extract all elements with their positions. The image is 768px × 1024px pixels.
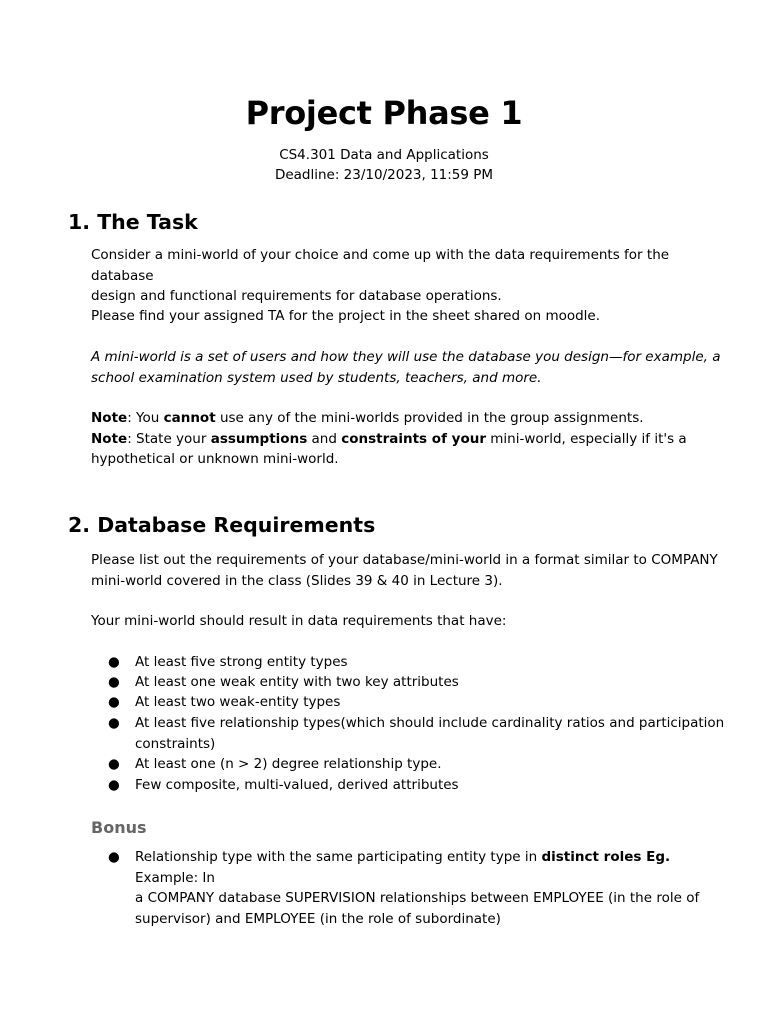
text-line: constraints)	[135, 735, 216, 752]
task-paragraph-3	[91, 347, 731, 388]
bold-text: distinct roles Eg.	[541, 849, 671, 865]
list-item	[108, 713, 728, 754]
text: and	[307, 430, 342, 447]
requirements-paragraph-1	[91, 550, 731, 591]
bold-text: cannot	[163, 410, 216, 426]
note-label: Note	[91, 410, 128, 426]
bullet-icon: ●	[108, 674, 120, 690]
list-item	[108, 692, 728, 713]
note-line-1	[91, 410, 644, 426]
bullet-icon: ●	[108, 756, 120, 772]
text: Relationship type with the same participating entity type in	[135, 849, 542, 865]
bullet-icon: ●	[108, 715, 120, 731]
list-item-text: At least one weak entity with two key attributes	[135, 674, 459, 690]
text-line: mini-world covered in the class (Slides 39 & 40 in Lecture 3).	[91, 572, 503, 589]
list-item-text	[135, 713, 728, 754]
bold-text: assumptions	[210, 430, 308, 447]
section-heading-task: 1. The Task	[68, 210, 198, 234]
task-paragraph-1	[91, 245, 731, 307]
text-line: a COMPANY database SUPERVISION relationships between EMPLOYEE (in the role of	[135, 890, 700, 906]
text-line: Please list out the requirements of your database/mini-world in a format similar to COMPANY	[91, 552, 718, 568]
requirements-paragraph-2: Your mini-world should result in data requirements that have:	[91, 613, 507, 629]
subsection-heading-bonus: Bonus	[91, 818, 147, 837]
text-line: A mini-world is a set of users and how they will use the database you design—for example, a	[91, 349, 721, 365]
list-item-text: At least one (n > 2) degree relationship type.	[135, 756, 442, 772]
list-item	[108, 652, 728, 673]
list-item	[108, 754, 728, 775]
page-title: Project Phase 1	[245, 94, 523, 132]
text-line: Consider a mini-world of your choice and come up with the data requirements for the database	[91, 247, 670, 284]
bullet-icon: ●	[108, 777, 120, 793]
text-line: At least five relationship types(which should include cardinality ratios and participation	[135, 715, 725, 731]
course-name: CS4.301 Data and Applications	[279, 147, 489, 163]
text-line: hypothetical or unknown mini-world.	[91, 451, 339, 467]
note-label: Note	[91, 430, 128, 447]
bold-text: constraints of your	[341, 430, 486, 447]
text: : State your	[127, 430, 211, 447]
task-paragraph-2: Please find your assigned TA for the project in the sheet shared on moodle.	[91, 308, 601, 324]
text-line: supervisor) and EMPLOYEE (in the role of subordinate)	[135, 910, 501, 927]
text: mini-world, especially if it's a	[485, 430, 687, 447]
list-item-text: At least five strong entity types	[135, 654, 348, 670]
note-line-2	[91, 431, 687, 447]
notes-block	[91, 408, 731, 470]
text: use any of the mini-worlds provided in the group assignments.	[215, 410, 644, 426]
list-item	[108, 775, 728, 796]
bullet-icon: ●	[108, 694, 120, 710]
section-heading-requirements: 2. Database Requirements	[68, 513, 376, 537]
bullet-icon: ●	[108, 654, 120, 670]
list-item-text: At least two weak-entity types	[135, 694, 341, 710]
deadline: Deadline: 23/10/2023, 11:59 PM	[274, 167, 494, 183]
text-line: school examination system used by students, teachers, and more.	[91, 369, 542, 386]
list-item-text: Few composite, multi-valued, derived attributes	[135, 777, 459, 793]
text-line: design and functional requirements for database operations.	[91, 288, 502, 304]
text: Example: In	[135, 869, 215, 886]
text: : You	[127, 410, 164, 426]
bullet-icon: ●	[108, 849, 120, 865]
list-item	[108, 672, 728, 693]
list-item	[108, 847, 728, 929]
list-item-text	[135, 847, 728, 929]
